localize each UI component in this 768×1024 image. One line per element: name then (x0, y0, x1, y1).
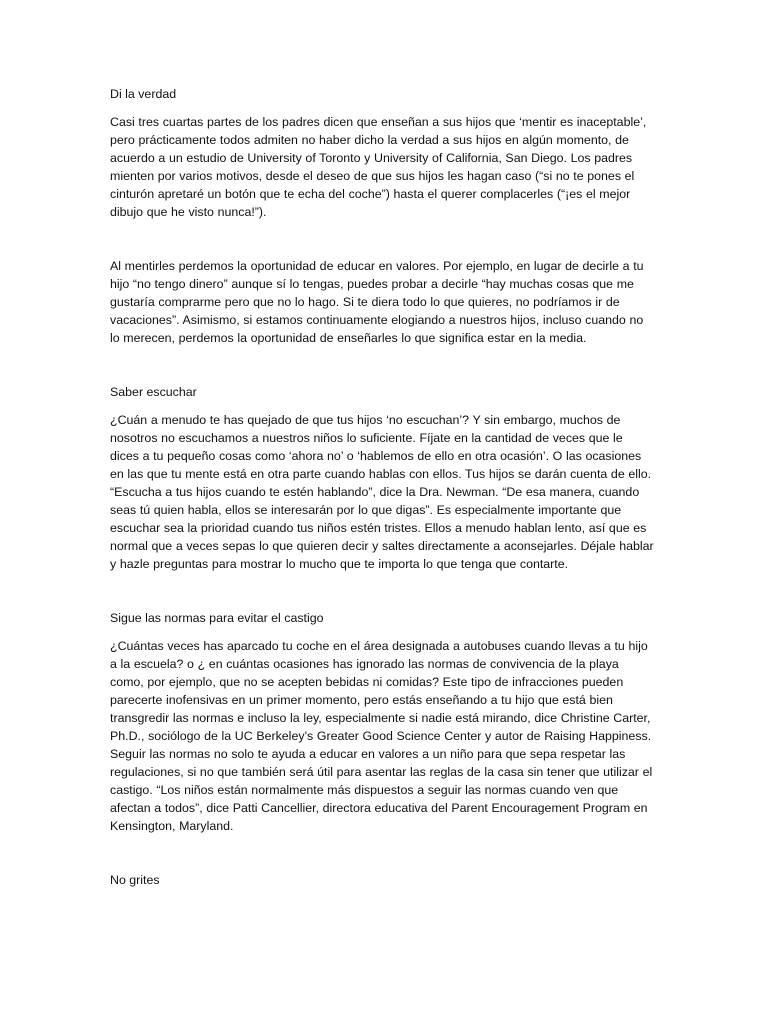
section-heading-no-grites: No grites (110, 873, 160, 887)
paragraph-valores: Al mentirles perdemos la oportunidad de educar en valores. Por ejemplo, en lugar de decirle a tu hijo “no tengo dinero” aunque sí lo tengas, puedes probar a decirle “hay muchas cosas que me gustaría comprarme pero que no lo hago. Si te diera todo lo que quieres, no podríamos ir de vacaciones”. Asimismo, si estamos continuamente elogiando a nuestros hijos, incluso cuando no lo merecen, perdemos la oportunidad de enseñarles lo que significa estar en la media. (110, 259, 644, 345)
paragraph-escuchar: ¿Cuán a menudo te has quejado de que tus hijos ‘no escuchan’? Y sin embargo, muchos de nosotros no escuchamos a nuestros niños lo suficiente. Fíjate en la cantidad de veces que le dices a tu pequeño cosas como ‘ahora no’ o ‘hablemos de ello en otra ocasión’. O las ocasiones en las que tu mente está en otra parte cuando hablas con ellos. Tus hijos se darán cuenta de ello. “Escucha a tus hijos cuando te estén hablando”, dice la Dra. Newman. “De esa manera, cuando seas tú quien habla, ellos se interesarán por lo que digas”. Es especialmente importante que escuchar sea la prioridad cuando tus niños estén tristes. Ellos a menudo hablan lento, así que es normal que a veces sepas lo que quieren decir y saltes directamente a aconsejarles. Déjale hablar y hazle preguntas para mostrar lo mucho que te importa lo que tenga que contarte. (110, 413, 654, 571)
section-heading-normas: Sigue las normas para evitar el castigo (110, 611, 324, 625)
paragraph-normas: ¿Cuántas veces has aparcado tu coche en el área designada a autobuses cuando llevas a tu hijo a la escuela? o ¿ en cuántas ocasiones has ignorado las normas de convivencia de la playa como, por ejemplo, que no se acepten bebidas ni comidas? Este tipo de infracciones pueden parecerte inofensivas en un primer momento, pero estás enseñando a tu hijo que está bien transgredir las normas e incluso la ley, especialmente si nadie está mirando, dice Christine Carter, Ph.D., sociólogo de la UC Berkeley’s Greater Good Science Center y autor de Raising Happiness. Seguir las normas no solo te ayuda a educar en valores a un niño para que sepa respetar las regulaciones, si no que también será útil para asentar las reglas de la casa sin tener que utilizar el castigo. “Los niños están normalmente más dispuestos a seguir las normas cuando ven que afectan a todos”, dice Patti Cancellier, directora educativa del Parent Encouragement Program en Kensington, Maryland. (110, 639, 653, 833)
section-heading-di-la-verdad: Di la verdad (110, 87, 177, 101)
document-page (110, 85, 655, 899)
paragraph-mentir: Casi tres cuartas partes de los padres dicen que enseñan a sus hijos que ‘mentir es inaceptable’, pero prácticamente todos admiten no haber dicho la verdad a sus hijos en algún momento, de acuerdo a un estudio de University of Toronto y University of California, San Diego. Los padres mienten por varios motivos, desde el deseo de que sus hijos les hagan caso (“si no te pones el cinturón apretaré un botón que te echa del coche”) hasta el querer complacerles (“¡es el mejor dibujo que he visto nunca!”). (110, 115, 647, 219)
section-heading-saber-escuchar: Saber escuchar (110, 385, 197, 399)
